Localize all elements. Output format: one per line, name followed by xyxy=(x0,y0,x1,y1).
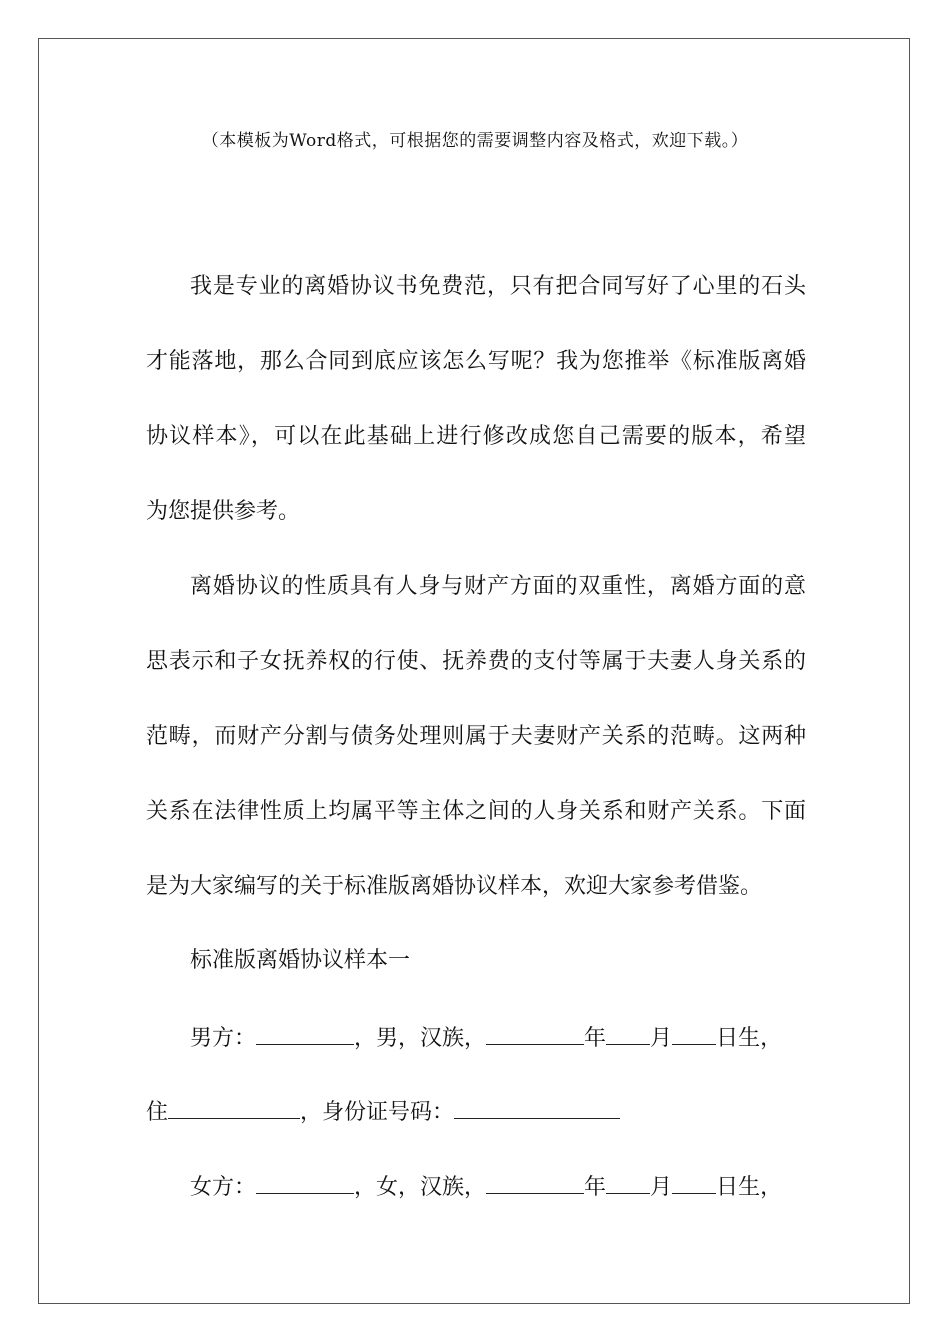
female-month-label: 月 xyxy=(650,1175,673,1200)
intro-line-4: 为您提供参考。 xyxy=(146,499,301,524)
intro-line-1: 我是专业的离婚协议书免费范，只有把合同写好了心里的石头 xyxy=(190,274,806,299)
male-party-line xyxy=(190,1022,806,1054)
male-day-label: 日生， xyxy=(716,1026,783,1051)
male-id-blank[interactable] xyxy=(454,1096,620,1119)
female-year-label: 年 xyxy=(584,1175,607,1200)
male-birth-month-blank[interactable] xyxy=(606,1022,650,1045)
nature-line-1: 离婚协议的性质具有人身与财产方面的双重性，离婚方面的意 xyxy=(190,574,806,599)
sample-title: 标准版离婚协议样本一 xyxy=(190,948,411,973)
male-label: 男方： xyxy=(190,1026,257,1051)
female-label: 女方： xyxy=(190,1175,257,1200)
female-birth-year-blank[interactable] xyxy=(486,1171,584,1194)
male-gender: ，男，汉族， xyxy=(354,1026,487,1051)
male-id-label: ，身份证号码： xyxy=(300,1100,455,1125)
template-note: （本模板为Word格式，可根据您的需要调整内容及格式，欢迎下载。） xyxy=(201,131,749,151)
male-birth-day-blank[interactable] xyxy=(672,1022,716,1045)
intro-line-3: 协议样本》，可以在此基础上进行修改成您自己需要的版本，希望 xyxy=(146,424,806,449)
male-address-blank[interactable] xyxy=(168,1096,300,1119)
male-address-line xyxy=(146,1096,806,1128)
female-birth-day-blank[interactable] xyxy=(672,1171,716,1194)
nature-line-5: 是为大家编写的关于标准版离婚协议样本，欢迎大家参考借鉴。 xyxy=(146,874,763,899)
male-month-label: 月 xyxy=(650,1026,673,1051)
nature-line-2: 思表示和子女抚养权的行使、抚养费的支付等属于夫妻人身关系的 xyxy=(146,649,806,674)
female-gender: ，女，汉族， xyxy=(354,1175,487,1200)
intro-line-2: 才能落地，那么合同到底应该怎么写呢？我为您推举《标准版离婚 xyxy=(146,349,806,374)
nature-line-4: 关系在法律性质上均属平等主体之间的人身关系和财产关系。下面 xyxy=(146,799,806,824)
female-day-label: 日生， xyxy=(716,1175,783,1200)
female-party-line xyxy=(190,1171,806,1203)
nature-line-3: 范畴，而财产分割与债务处理则属于夫妻财产关系的范畴。这两种 xyxy=(146,724,806,749)
male-birth-year-blank[interactable] xyxy=(486,1022,584,1045)
female-birth-month-blank[interactable] xyxy=(606,1171,650,1194)
male-year-label: 年 xyxy=(584,1026,607,1051)
female-name-blank[interactable] xyxy=(256,1171,354,1194)
male-name-blank[interactable] xyxy=(256,1022,354,1045)
male-address-label: 住 xyxy=(146,1100,169,1125)
